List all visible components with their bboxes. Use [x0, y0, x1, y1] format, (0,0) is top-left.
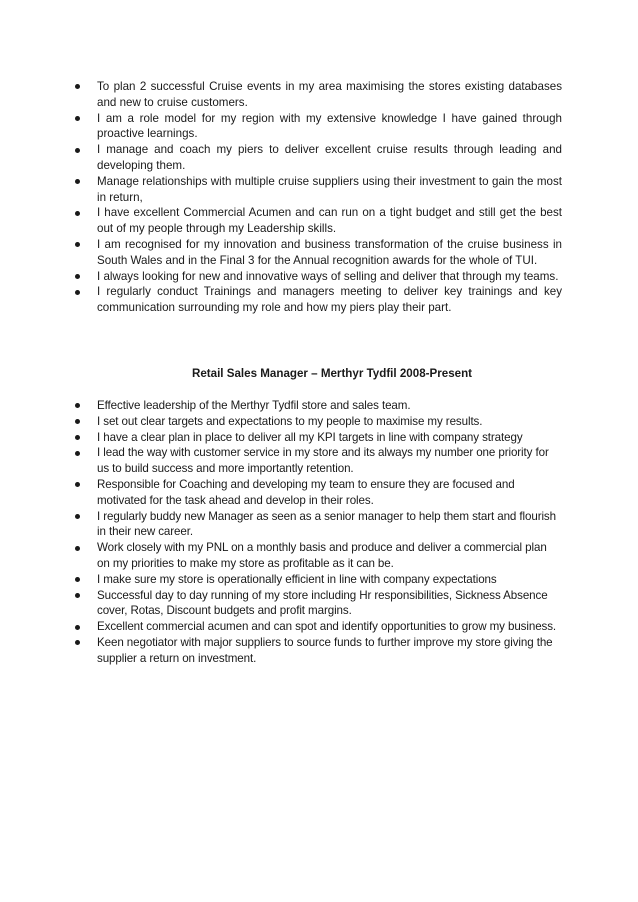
list-item: [74, 445, 562, 477]
cruise-responsibilities-list: [74, 79, 562, 316]
list-item-text: Successful day to day running of my store including Hr responsibilities, Sickness Absence cover, Rotas, Discount budgets and profit margins.: [97, 588, 548, 618]
list-item-text: Responsible for Coaching and developing my team to ensure they are focused and motivated for the task ahead and develop in their roles.: [97, 477, 515, 507]
list-item-text: Work closely with my PNL on a monthly basis and produce and deliver a commercial plan on my priorities to make my store as profitable as it can be.: [97, 541, 547, 570]
list-item: [74, 414, 562, 430]
bullet-icon: [75, 116, 80, 121]
list-item-text: I always looking for new and innovative ways of selling and deliver that through my teams.: [97, 269, 559, 283]
bullet-icon: [75, 290, 80, 295]
section-heading: Retail Sales Manager – Merthyr Tydfil 2008-Present: [191, 367, 473, 380]
bullet-icon: [75, 148, 80, 153]
list-item: [74, 269, 562, 285]
bullet-icon: [75, 625, 80, 630]
bullet-icon: [75, 451, 80, 456]
list-item-text: I have excellent Commercial Acumen and can run on a tight budget and still get the best out of my people through my Leadership skills.: [97, 206, 562, 236]
list-item-text: Keen negotiator with major suppliers to source funds to further improve my store giving the supplier a return on investment.: [97, 635, 553, 665]
bullet-icon: [75, 84, 80, 89]
bullet-icon: [75, 419, 80, 424]
list-item-text: To plan 2 successful Cruise events in my area maximising the stores existing databases and new to cruise customers.: [97, 80, 562, 109]
list-item-text: Effective leadership of the Merthyr Tydfil store and sales team.: [97, 399, 411, 412]
list-item: [74, 174, 562, 206]
list-item: [74, 111, 562, 143]
bullet-icon: [75, 179, 80, 184]
list-item: [74, 540, 562, 572]
list-item-text: I am a role model for my region with my extensive knowledge I have gained through proactive learnings.: [97, 111, 562, 141]
list-item: [74, 284, 562, 316]
bullet-icon: [75, 514, 80, 519]
list-item: [74, 572, 562, 588]
bullet-icon: [75, 640, 80, 645]
bullet-icon: [75, 435, 80, 440]
list-item-text: I am recognised for my innovation and business transformation of the cruise business in South Wales and in the Final 3 for the Annual recognition awards for the whole of TUI.: [97, 237, 562, 267]
list-item: [74, 398, 562, 414]
bullet-icon: [75, 482, 80, 487]
list-item: [74, 237, 562, 269]
bullet-icon: [75, 593, 80, 598]
list-item-text: I regularly conduct Trainings and managers meeting to deliver key trainings and key communication surrounding my role and how my piers play their part.: [97, 285, 562, 315]
bullet-icon: [75, 274, 80, 279]
list-item: [74, 635, 562, 667]
list-item: [74, 79, 562, 111]
list-item-text: I manage and coach my piers to deliver excellent cruise results through leading and developing them.: [97, 143, 562, 172]
bullet-icon: [75, 211, 80, 216]
bullet-icon: [75, 403, 80, 408]
list-item-text: I regularly buddy new Manager as seen as a senior manager to help them start and flourish in their new career.: [97, 509, 556, 539]
list-item: [74, 619, 562, 635]
list-item: [74, 205, 562, 237]
bullet-icon: [75, 577, 80, 582]
list-item-text: I lead the way with customer service in my store and its always my number one priority for us to build success and more importantly retention.: [97, 446, 549, 476]
list-item-text: I set out clear targets and expectations to my people to maximise my results.: [97, 414, 483, 428]
bullet-icon: [75, 242, 80, 247]
retail-responsibilities-list: [74, 398, 562, 667]
list-item-text: Excellent commercial acumen and can spot and identify opportunities to grow my business.: [97, 620, 557, 634]
list-item: [74, 430, 562, 446]
list-item-text: I have a clear plan in place to deliver all my KPI targets in line with company strategy: [97, 430, 523, 444]
list-item: [74, 509, 562, 541]
list-item: [74, 588, 562, 620]
list-item-text: I make sure my store is operationally efficient in line with company expectations: [97, 572, 497, 586]
list-item-text: Manage relationships with multiple cruise suppliers using their investment to gain the most in return,: [97, 174, 562, 204]
list-item: [74, 142, 562, 174]
list-item: [74, 477, 562, 509]
bullet-icon: [75, 546, 80, 551]
